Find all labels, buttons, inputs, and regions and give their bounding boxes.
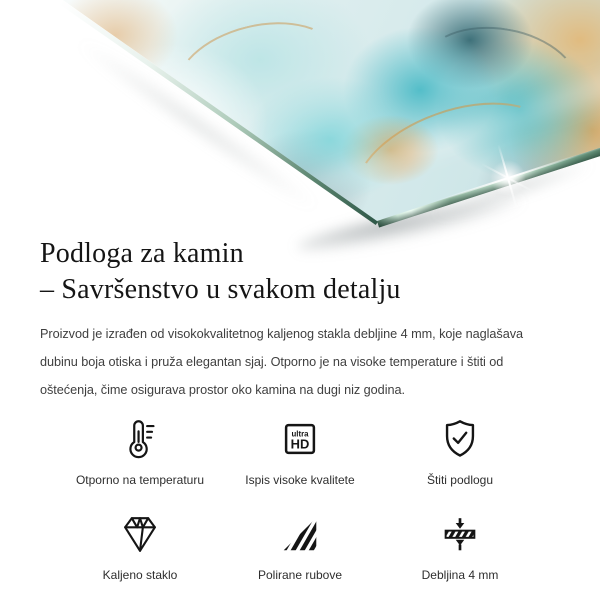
feature-tempered-glass bbox=[60, 509, 220, 582]
feature-label: Debljina 4 mm bbox=[421, 568, 499, 582]
content-section bbox=[0, 228, 600, 582]
svg-text:ultra: ultra bbox=[291, 429, 309, 439]
feature-label: Štiti podlogu bbox=[426, 473, 494, 487]
thickness-icon bbox=[437, 509, 483, 559]
feature-thickness bbox=[380, 509, 540, 582]
page-title-line2: – Savršenstvo u svakom detalju bbox=[40, 274, 401, 305]
svg-text:HD: HD bbox=[290, 436, 310, 452]
ultra-hd-icon bbox=[277, 414, 323, 464]
feature-label: Polirane rubove bbox=[257, 568, 343, 582]
features-grid bbox=[40, 414, 560, 582]
feature-temperature-resistant bbox=[60, 414, 220, 487]
polished-edges-icon bbox=[277, 509, 323, 559]
shield-check-icon bbox=[437, 414, 483, 464]
product-image bbox=[0, 0, 600, 228]
sparkle-glow bbox=[490, 160, 526, 196]
feature-label: Ispis visoke kvalitete bbox=[245, 473, 355, 487]
page-title-line1: Podloga za kamin bbox=[40, 238, 244, 269]
feature-label: Kaljeno staklo bbox=[102, 568, 178, 582]
feature-polished-edges bbox=[220, 509, 380, 582]
product-description: Proizvod je izrađen od visokokvalitetnog kaljenog stakla debljine 4 mm, koje naglašava dubinu boja otiska i pruža elegantan sjaj. Otporno je na visoke temperature i štiti od oštećenja, čime osigurava prostor oko kamina na dugi niz godina. bbox=[40, 327, 524, 397]
feature-print-quality bbox=[220, 414, 380, 487]
feature-label: Otporno na temperaturu bbox=[75, 473, 205, 487]
diamond-icon bbox=[117, 509, 163, 559]
page-title bbox=[40, 236, 560, 308]
feature-protects-surface bbox=[380, 414, 540, 487]
thermometer-icon bbox=[117, 414, 163, 464]
